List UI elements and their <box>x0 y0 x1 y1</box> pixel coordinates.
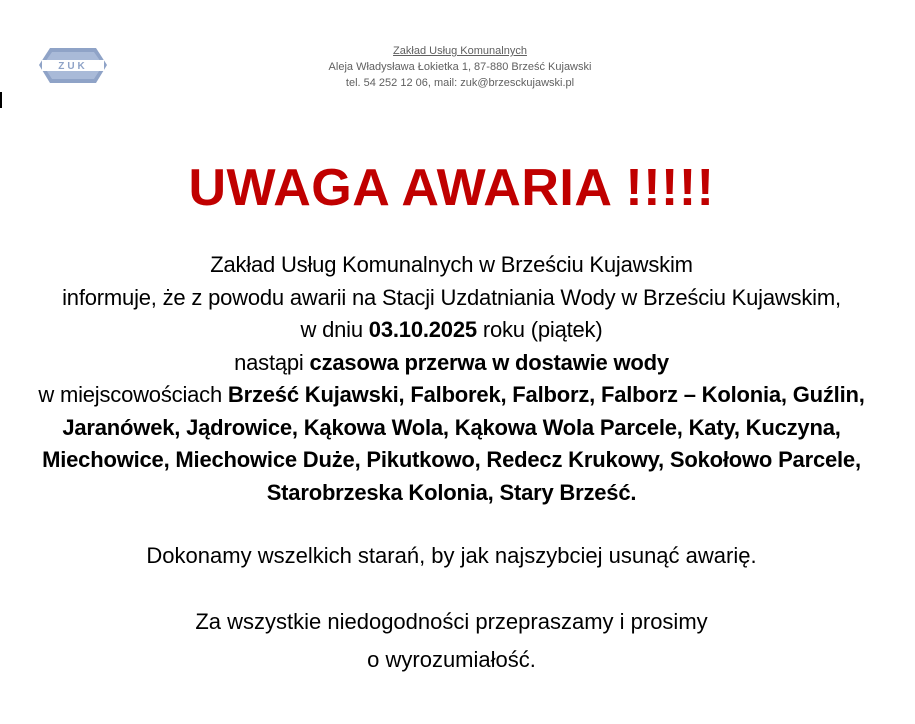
notice-interruption-prefix: nastąpi <box>234 349 310 375</box>
notice-date-prefix: w dniu <box>300 317 369 342</box>
closing-effort: Dokonamy wszelkich starań, by jak najszybciej usunąć awarię. <box>146 543 757 568</box>
notice-localities-3: Miechowice, Miechowice Duże, Pikutkowo, Redecz Krukowy, Sokołowo Parcele, <box>42 447 861 472</box>
page-title: UWAGA AWARIA !!!!! <box>188 159 715 217</box>
notice-line-5 <box>0 379 903 412</box>
letterhead-address: Aleja Władysława Łokietka 1, 87-880 Brześć Kujawski <box>328 61 592 73</box>
notice-line-4 <box>0 347 903 380</box>
notice-localities-4: Starobrzeska Kolonia, Stary Brześć. <box>266 479 637 505</box>
notice-interruption: czasowa przerwa w dostawie wody <box>309 349 669 375</box>
closing-apology <box>0 603 903 679</box>
notice-body <box>0 249 903 509</box>
closing-apology-line-2: o wyrozumiałość. <box>367 647 536 672</box>
closing-apology-line-1: Za wszystkie niedogodności przepraszamy i prosimy <box>195 609 708 634</box>
notice-localities-2: Jaranówek, Jądrowice, Kąkowa Wola, Kąkowa Wola Parcele, Katy, Kuczyna, <box>62 414 841 440</box>
notice-line-3 <box>0 314 903 347</box>
logo-text: ZUK <box>58 61 88 72</box>
text-cursor-mark <box>0 92 2 108</box>
letterhead-org-name: Zakład Usług Komunalnych <box>393 45 527 57</box>
notice-line-2: informuje, że z powodu awarii na Stacji Uzdatniania Wody w Brześciu Kujawskim, <box>62 284 841 310</box>
notice-date-suffix: roku (piątek) <box>476 317 603 342</box>
notice-date: 03.10.2025 <box>368 317 477 342</box>
letterhead <box>260 43 660 91</box>
notice-line-6 <box>0 412 903 445</box>
zuk-logo <box>38 47 108 85</box>
notice-localities-1: Brześć Kujawski, Falborek, Falborz, Falborz – Kolonia, Guźlin, <box>227 382 865 407</box>
notice-line-1: Zakład Usług Komunalnych w Brześciu Kujawskim <box>210 252 693 277</box>
notice-localities-prefix: w miejscowościach <box>38 382 228 407</box>
letterhead-contact: tel. 54 252 12 06, mail: zuk@brzesckujawski.pl <box>345 77 575 89</box>
notice-line-7 <box>0 444 903 477</box>
notice-line-8 <box>0 477 903 510</box>
